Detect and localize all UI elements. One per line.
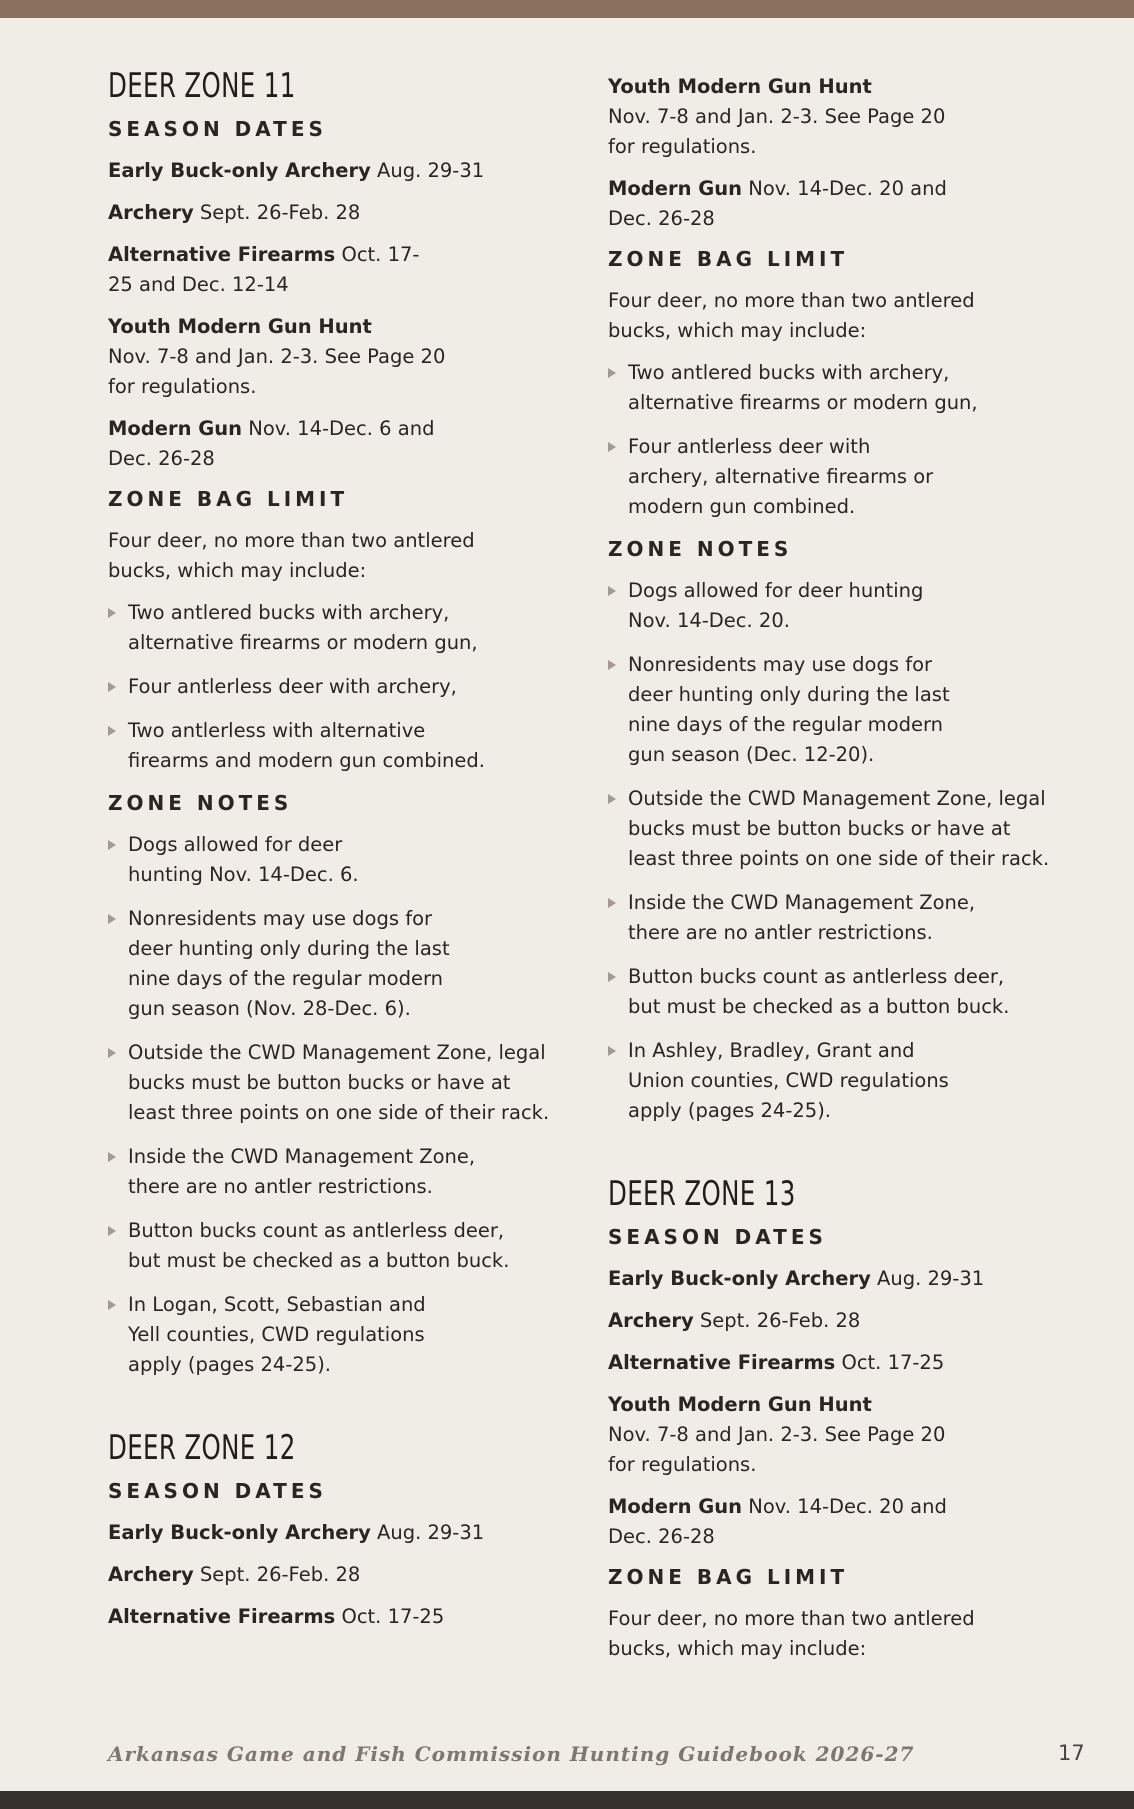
zone-11-alt-firearms: Alternative Firearms Oct. 17- 25 and Dec. 12-14: [108, 243, 420, 296]
bullet-line: Dogs allowed for deer hunting: [628, 579, 924, 602]
bullet-triangle-icon: [108, 1048, 116, 1058]
bullet-line: Union counties, CWD regulations: [628, 1069, 949, 1092]
bullet-triangle-icon: [108, 726, 116, 736]
bullet-line: Outside the CWD Management Zone, legal: [628, 787, 1046, 810]
zone-11-bag-list: [108, 598, 598, 776]
zone-12-alt-firearms: Alternative Firearms Oct. 17-25: [108, 1605, 445, 1628]
bullet-line: Nonresidents may use dogs for: [628, 653, 933, 676]
bullet-triangle-icon: [608, 442, 616, 452]
bullet-line: Nov. 14-Dec. 20.: [628, 609, 790, 632]
bullet-triangle-icon: [108, 1226, 116, 1236]
bullet-line: Two antlerless with alternative: [128, 719, 426, 742]
top-border: [0, 0, 1134, 18]
bullet-triangle-icon: [108, 1152, 116, 1162]
bullet-item: [608, 650, 1088, 770]
zone-11-bag-intro: Four deer, no more than two antlered bucks, which may include:: [108, 529, 475, 582]
bullet-line: Inside the CWD Management Zone,: [128, 1145, 476, 1168]
bullet-item: [608, 1036, 1088, 1126]
bullet-line: Four antlerless deer with: [628, 435, 871, 458]
bullet-line: nine days of the regular modern: [128, 967, 443, 990]
bullet-triangle-icon: [608, 1046, 616, 1056]
bullet-line: bucks must be button bucks or have at: [128, 1071, 511, 1094]
zone-11-notes-heading: ZONE NOTES: [108, 791, 293, 815]
zone-13-archery: Archery Sept. 26-Feb. 28: [608, 1309, 861, 1332]
bullet-item: [608, 784, 1088, 874]
bullet-triangle-icon: [608, 586, 616, 596]
zone-11-bag-heading: ZONE BAG LIMIT: [108, 487, 349, 511]
bullet-line: least three points on one side of their rack.: [628, 847, 1050, 870]
bullet-line: apply (pages 24-25).: [628, 1099, 831, 1122]
zone-12-youth-hunt: Youth Modern Gun Hunt Nov. 7-8 and Jan. 2-3. See Page 20 for regulations.: [608, 75, 946, 158]
bullet-triangle-icon: [108, 682, 116, 692]
bullet-line: In Ashley, Bradley, Grant and: [628, 1039, 915, 1062]
bullet-line: Outside the CWD Management Zone, legal: [128, 1041, 546, 1064]
bullet-line: Two antlered bucks with archery,: [128, 601, 450, 624]
bottom-border: [0, 1791, 1134, 1809]
zone-11-archery: Archery Sept. 26-Feb. 28: [108, 201, 361, 224]
zone-13-bag-heading: ZONE BAG LIMIT: [608, 1565, 849, 1589]
bullet-triangle-icon: [108, 914, 116, 924]
bullet-line: gun season (Dec. 12-20).: [628, 743, 875, 766]
zone-12-notes-heading: ZONE NOTES: [608, 537, 793, 561]
zone-12-early-archery: Early Buck-only Archery Aug. 29-31: [108, 1521, 485, 1544]
bullet-item: [108, 830, 598, 890]
bullet-item: [108, 716, 598, 776]
bullet-line: deer hunting only during the last: [128, 937, 450, 960]
bullet-item: [608, 358, 1088, 418]
zone-11-season-heading: SEASON DATES: [108, 117, 327, 141]
zone-13-season-heading: SEASON DATES: [608, 1225, 827, 1249]
bullet-line: alternative firearms or modern gun,: [128, 631, 478, 654]
bullet-line: but must be checked as a button buck.: [128, 1249, 510, 1272]
zone-11-youth-hunt: Youth Modern Gun Hunt Nov. 7-8 and Jan. 2-3. See Page 20 for regulations.: [108, 315, 446, 398]
page-number: 17: [1058, 1741, 1085, 1765]
bullet-item: [608, 576, 1088, 636]
zone-12-bag-intro: Four deer, no more than two antlered bucks, which may include:: [608, 289, 975, 342]
bullet-line: least three points on one side of their rack.: [128, 1101, 550, 1124]
bullet-line: alternative firearms or modern gun,: [628, 391, 978, 414]
bullet-item: [108, 904, 598, 1024]
zone-11-modern-gun: Modern Gun Nov. 14-Dec. 6 and Dec. 26-28: [108, 417, 435, 470]
bullet-line: Dogs allowed for deer: [128, 833, 343, 856]
zone-11-notes-list: [108, 830, 598, 1380]
bullet-item: [108, 672, 598, 702]
bullet-line: Yell counties, CWD regulations: [128, 1323, 425, 1346]
bullet-line: archery, alternative firearms or: [628, 465, 934, 488]
bullet-triangle-icon: [108, 608, 116, 618]
bullet-triangle-icon: [608, 368, 616, 378]
bullet-line: deer hunting only during the last: [628, 683, 950, 706]
bullet-item: [108, 1216, 598, 1276]
zone-13-early-archery: Early Buck-only Archery Aug. 29-31: [608, 1267, 985, 1290]
bullet-item: [108, 598, 598, 658]
footer-guidebook-title: Arkansas Game and Fish Commission Hunting Guidebook 2026-27: [108, 1742, 915, 1766]
bullet-line: but must be checked as a button buck.: [628, 995, 1010, 1018]
left-column: [108, 66, 598, 1644]
bullet-triangle-icon: [608, 898, 616, 908]
bullet-item: [108, 1038, 598, 1128]
bullet-line: Four antlerless deer with archery,: [128, 675, 457, 698]
bullet-line: In Logan, Scott, Sebastian and: [128, 1293, 426, 1316]
bullet-item: [608, 432, 1088, 522]
bullet-line: Button bucks count as antlerless deer,: [628, 965, 1005, 988]
bullet-triangle-icon: [608, 660, 616, 670]
bullet-line: apply (pages 24-25).: [128, 1353, 331, 1376]
zone-12-notes-list: [608, 576, 1088, 1126]
zone-13-modern-gun: Modern Gun Nov. 14-Dec. 20 and Dec. 26-28: [608, 1495, 947, 1548]
bullet-line: Inside the CWD Management Zone,: [628, 891, 976, 914]
bullet-item: [108, 1290, 598, 1380]
bullet-line: modern gun combined.: [628, 495, 856, 518]
bullet-item: [608, 888, 1088, 948]
bullet-line: Two antlered bucks with archery,: [628, 361, 950, 384]
zone-13-bag-intro: Four deer, no more than two antlered bucks, which may include:: [608, 1607, 975, 1660]
zone-11-early-archery: Early Buck-only Archery Aug. 29-31: [108, 159, 485, 182]
bullet-item: [608, 962, 1088, 1022]
zone-12-archery: Archery Sept. 26-Feb. 28: [108, 1563, 361, 1586]
zone-12-title: DEER ZONE 12: [108, 1428, 296, 1468]
bullet-triangle-icon: [608, 794, 616, 804]
bullet-line: nine days of the regular modern: [628, 713, 943, 736]
bullet-line: hunting Nov. 14-Dec. 6.: [128, 863, 359, 886]
zone-13-title: DEER ZONE 13: [608, 1174, 796, 1214]
zone-11-title: DEER ZONE 11: [108, 66, 296, 106]
zone-12-season-heading: SEASON DATES: [108, 1479, 327, 1503]
zone-13-alt-firearms: Alternative Firearms Oct. 17-25: [608, 1351, 945, 1374]
bullet-line: gun season (Nov. 28-Dec. 6).: [128, 997, 411, 1020]
bullet-triangle-icon: [608, 972, 616, 982]
bullet-line: Button bucks count as antlerless deer,: [128, 1219, 505, 1242]
bullet-line: bucks must be button bucks or have at: [628, 817, 1011, 840]
zone-13-youth-hunt: Youth Modern Gun Hunt Nov. 7-8 and Jan. 2-3. See Page 20 for regulations.: [608, 1393, 946, 1476]
bullet-triangle-icon: [108, 1300, 116, 1310]
bullet-line: Nonresidents may use dogs for: [128, 907, 433, 930]
zone-12-bag-list: [608, 358, 1088, 522]
zone-12-modern-gun: Modern Gun Nov. 14-Dec. 20 and Dec. 26-28: [608, 177, 947, 230]
bullet-line: there are no antler restrictions.: [128, 1175, 433, 1198]
bullet-item: [108, 1142, 598, 1202]
right-column: [608, 72, 1088, 1676]
bullet-line: firearms and modern gun combined.: [128, 749, 485, 772]
bullet-line: there are no antler restrictions.: [628, 921, 933, 944]
zone-12-bag-heading: ZONE BAG LIMIT: [608, 247, 849, 271]
bullet-triangle-icon: [108, 840, 116, 850]
